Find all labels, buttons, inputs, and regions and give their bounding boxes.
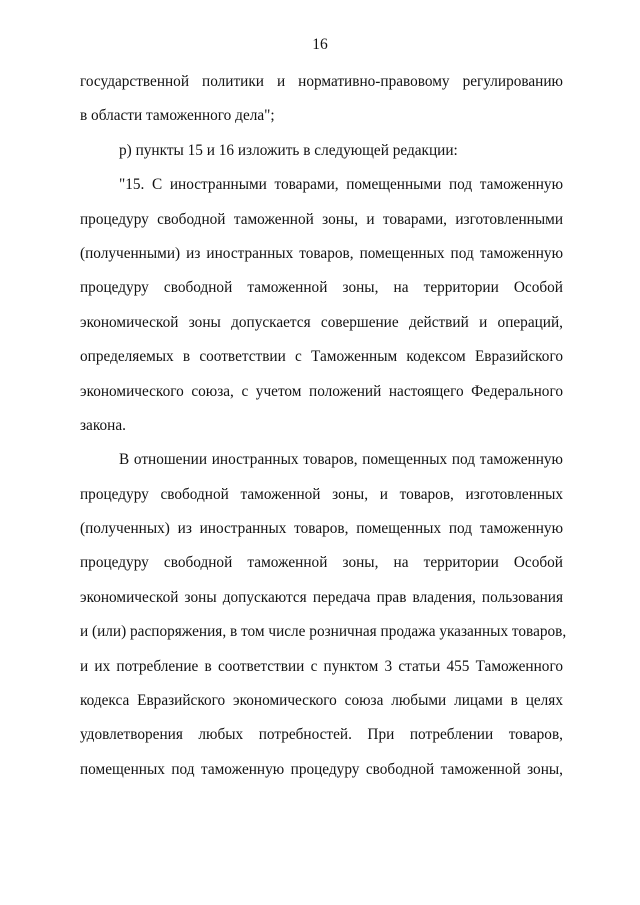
text-line: кодекса Евразийского экономического союза любыми лицами в целях — [80, 692, 563, 710]
text-line: экономического союза, с учетом положений настоящего Федерального — [80, 382, 563, 400]
page-number: 16 — [312, 36, 328, 53]
text-line: процедуру свободной таможенной зоны, на территории Особой — [80, 279, 563, 297]
text-line: удовлетворения любых потребностей. При потреблении товаров, — [80, 726, 563, 744]
text-line: (полученных) из иностранных товаров, помещенных под таможенную — [80, 520, 563, 538]
text-line: В отношении иностранных товаров, помещенных под таможенную — [119, 451, 563, 469]
text-line: процедуру свободной таможенной зоны, и товаров, изготовленных — [80, 485, 563, 503]
text-line: экономической зоны допускается совершение действий и операций, — [80, 313, 563, 331]
text-line: р) пункты 15 и 16 изложить в следующей редакции: — [119, 141, 458, 159]
text-line: помещенных под таможенную процедуру свободной таможенной зоны, — [80, 760, 563, 778]
body-text — [80, 65, 567, 787]
text-line: экономической зоны допускаются передача прав владения, пользования — [80, 588, 563, 606]
text-line: в области таможенного дела"; — [80, 107, 275, 125]
text-line: определяемых в соответствии с Таможенным кодексом Евразийского — [80, 348, 563, 366]
text-line: государственной политики и нормативно-правовому регулированию — [80, 73, 563, 90]
text-line: процедуру свободной таможенной зоны, на территории Особой — [80, 554, 563, 572]
text-line: и (или) распоряжения, в том числе розничная продажа указанных товаров, — [80, 623, 567, 641]
text-line: и их потребление в соответствии с пунктом 3 статьи 455 Таможенного — [80, 657, 563, 675]
text-line: закона. — [80, 416, 126, 434]
text-line: (полученными) из иностранных товаров, помещенных под таможенную — [80, 244, 563, 262]
text-line: "15. С иностранными товарами, помещенными под таможенную — [119, 176, 563, 194]
text-line: процедуру свободной таможенной зоны, и товарами, изготовленными — [80, 210, 563, 228]
